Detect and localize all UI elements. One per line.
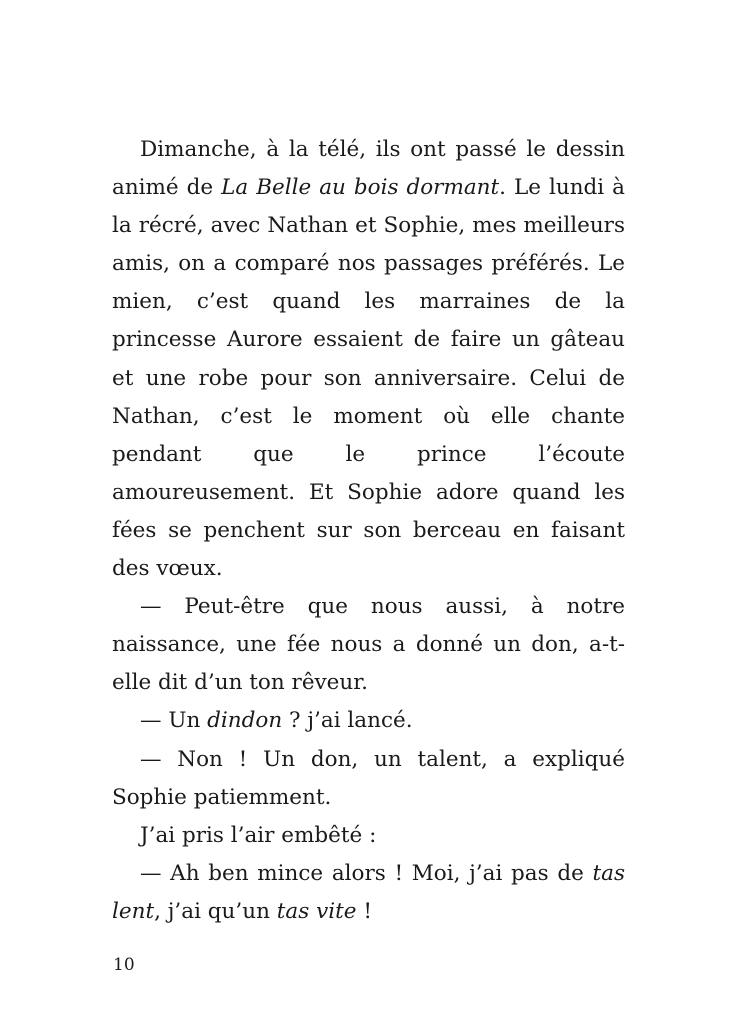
paragraph — [112, 855, 625, 931]
text-segment: , j’ai qu’un — [154, 898, 277, 924]
text-segment: J’ai pris l’air embêté : — [140, 822, 377, 848]
dialogue-line: — Peut-être que nous aussi, à notre naissance, une fée nous a donné un don, a-t-elle dit d’un ton rêveur. — [112, 594, 625, 696]
text-segment: — Ah ben mince alors ! Moi, j’ai pas de — [140, 860, 593, 886]
text-segment: ? j’ai lancé. — [282, 708, 413, 734]
book-title-italic: La Belle au bois dormant — [221, 175, 500, 201]
italic-word: dindon — [207, 708, 283, 734]
paragraph — [112, 817, 625, 855]
paragraph — [112, 131, 625, 588]
text-segment: . Le lundi à la récré, avec Nathan et Sophie, mes meilleurs amis, on a comparé nos passages préférés. Le mien, c’est quand les marraines de la princesse Aurore essaient de faire un gâteau et une robe pour son anniversaire. Celui de Nathan, c’est le moment où elle chante pendant que le prince l’écoute amoureusement. Et Sophie adore quand les fées se penchent sur son berceau en faisant des vœux. — [112, 175, 625, 582]
text-segment: — Un — [140, 708, 208, 734]
body-text — [112, 131, 625, 931]
dialogue-line: — Non ! Un don, un talent, a expliqué Sophie patiemment. — [112, 746, 625, 810]
paragraph — [112, 702, 625, 740]
paragraph — [112, 588, 625, 702]
text-segment: ! — [356, 898, 372, 924]
text-segment: Dimanche, à la télé, ils ont passé le dessin animé de — [112, 137, 625, 201]
page-number: 10 — [113, 955, 135, 975]
italic-word: tas vite — [276, 898, 357, 924]
italic-word: tas lent — [112, 860, 625, 924]
paragraph — [112, 741, 625, 817]
